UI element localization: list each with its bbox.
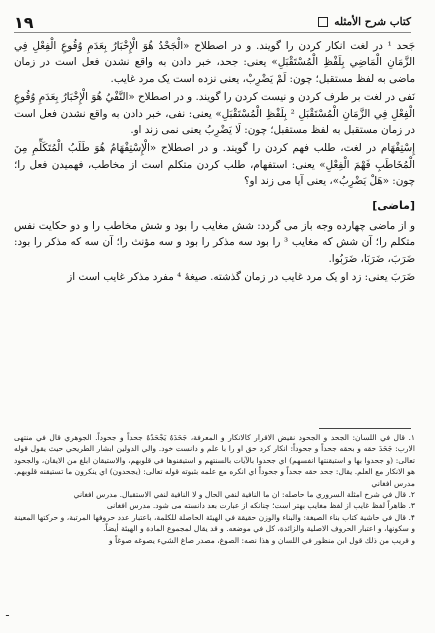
page-number: ۱۹ [14, 12, 34, 32]
paragraph-istifham: إِسْتِفْهَام در لغت، طلب فهم کردن را گویند. و در اصطلاح «الْإِسْتِفْهَامُ هُوَ طَلَبُ الْمُتَكَلِّمِ مِنَ الْمُخَاطَبِ فَهْمَ الْفِعْلِ» یعنی: استفهام، طلب کردن متکلم است از مخاطب، فهمیدن فعل را؛ چون: «هَلْ يَضْرِبُ»، یعنی آیا می زند او؟ [14, 142, 415, 188]
footnote-4-continued: و قريب من ذلك قول ابن منظور في اللسان و هذا نصه: الصوغ، مصدر صاغ الشيء يصوغه صوغاً و [109, 535, 415, 545]
paragraph-daraba: ضَرَبَ یعنی: زد او یک مرد غایب در زمان گذشته. صیغهٔ ⁴ مفرد مذکر غایب است از [67, 271, 415, 284]
footnote-2: ۲. قال في شرح امثلة السروري ما حاصله: ان ما النافية لنفي الحال و لا النافية لنفي الاستقبال. مدرس افغاني [73, 490, 415, 500]
footnote-4: ۴. قال في حاشية كتاب بناء الصيغة: والبناء والوزن حقيقة في الهيئة الحاصلة للكلمة، باعتبار عدد حروفها المرتبة، و حركتها المعينة و سكونها، و اعتبار الحروف الاصلية والزائدة، كل في موضعه. و قد يقال لمجموع المادة و الهيئة أيضاً. [14, 512, 415, 534]
footnote-3: ۳. ظاهراً لفظ غایب از لفظ مغایب بهتر است؛ چنانکه از عبارت بعد دانسته می شود. مدرس افغانی [106, 501, 415, 511]
main-text [14, 38, 415, 288]
section-heading-madi: [ماضی] [372, 198, 415, 212]
paragraph-jahd: جَحد ¹ در لغت انکار کردن را گویند. و در اصطلاح «الْجَحْدُ هُوَ الْإِخْبَارُ بِعَدَمِ وُقُوعِ الْفِعْلِ فِي الزَّمَانِ الْمَاضِي بِلَفْظِ الْمُسْتَقْبَلِ» یعنی: جحد، خبر دادن به واقع نشدن فعل است در زمان ماضی به لفظ مستقبل؛ چون: لَمْ يَضْرِبْ، یعنی نزده است یک مرد غایب. [14, 40, 415, 85]
footnotes [14, 432, 415, 546]
running-header [14, 12, 411, 33]
footnote-1: ۱. قال في اللسان: الجحد و الجحود نقيض الاقرار كالانكار و المعرفة، جَحَدَهُ يَجْحَدُهُ جحداً و جحوداً. الجوهري قال في منتهى الارب: جَحَدَ حقه و بحقه جحداً و جحوداً: انكار كرد حق او را با علم و دانست خود. والي الدولين ابشار الطريحي حيث يقول قوله تعالى: (و جحدوا بها و استيقنتها انفسهم) اي جحدوا بالآيات بالسنتهم و استيقنوها في قلوبهم، والاستيقان ابلغ من الايقان، والجحود هو الانكار مع العلم. يقال: جحد حقه جحداً و جحوداً اي انكره مع علمه بثبوته قوله تعالى: (يجحدون) اي ينكرون ما تستيقنه قلوبهم. مدرس افغاني [14, 433, 415, 488]
book-title: کتاب شرح الأمثله [334, 16, 411, 28]
paragraph-madi-forms: و از ماضی چهارده وجه باز می گردد: شش مغایب را بود و شش مخاطب را و دو حکایت نفس متکلم را؛ آن شش که مغایب ³ را بود سه مذکر را بود و سه مؤنث را؛ آن سه که مذکر را بود: ضَرَبَ، ضَرَبَا، ضَرَبُوا. [14, 220, 416, 265]
corner-mark: ـ [6, 608, 9, 619]
footnote-separator [319, 428, 411, 429]
header-title-group [318, 16, 411, 28]
paragraph-nafy: نَفی در لغت بر طرف کردن و نیست کردن را گویند. و در اصطلاح «النَّفْيُ هُوَ الْإِخْبَارُ بِعَدَمِ وُقُوعِ الْفِعْلِ فِي الزَّمَانِ الْمُسْتَقْبَلِ ² بِلَفْظِ الْمُسْتَقْبَلِ» یعنی: نفی، خبر دادن به واقع نشدن فعل است در زمان مستقبل به لفظ مستقبل؛ چون: لَا يَضْرِبُ یعنی نمی زند او. [14, 91, 415, 137]
square-ornament-icon [318, 17, 328, 27]
